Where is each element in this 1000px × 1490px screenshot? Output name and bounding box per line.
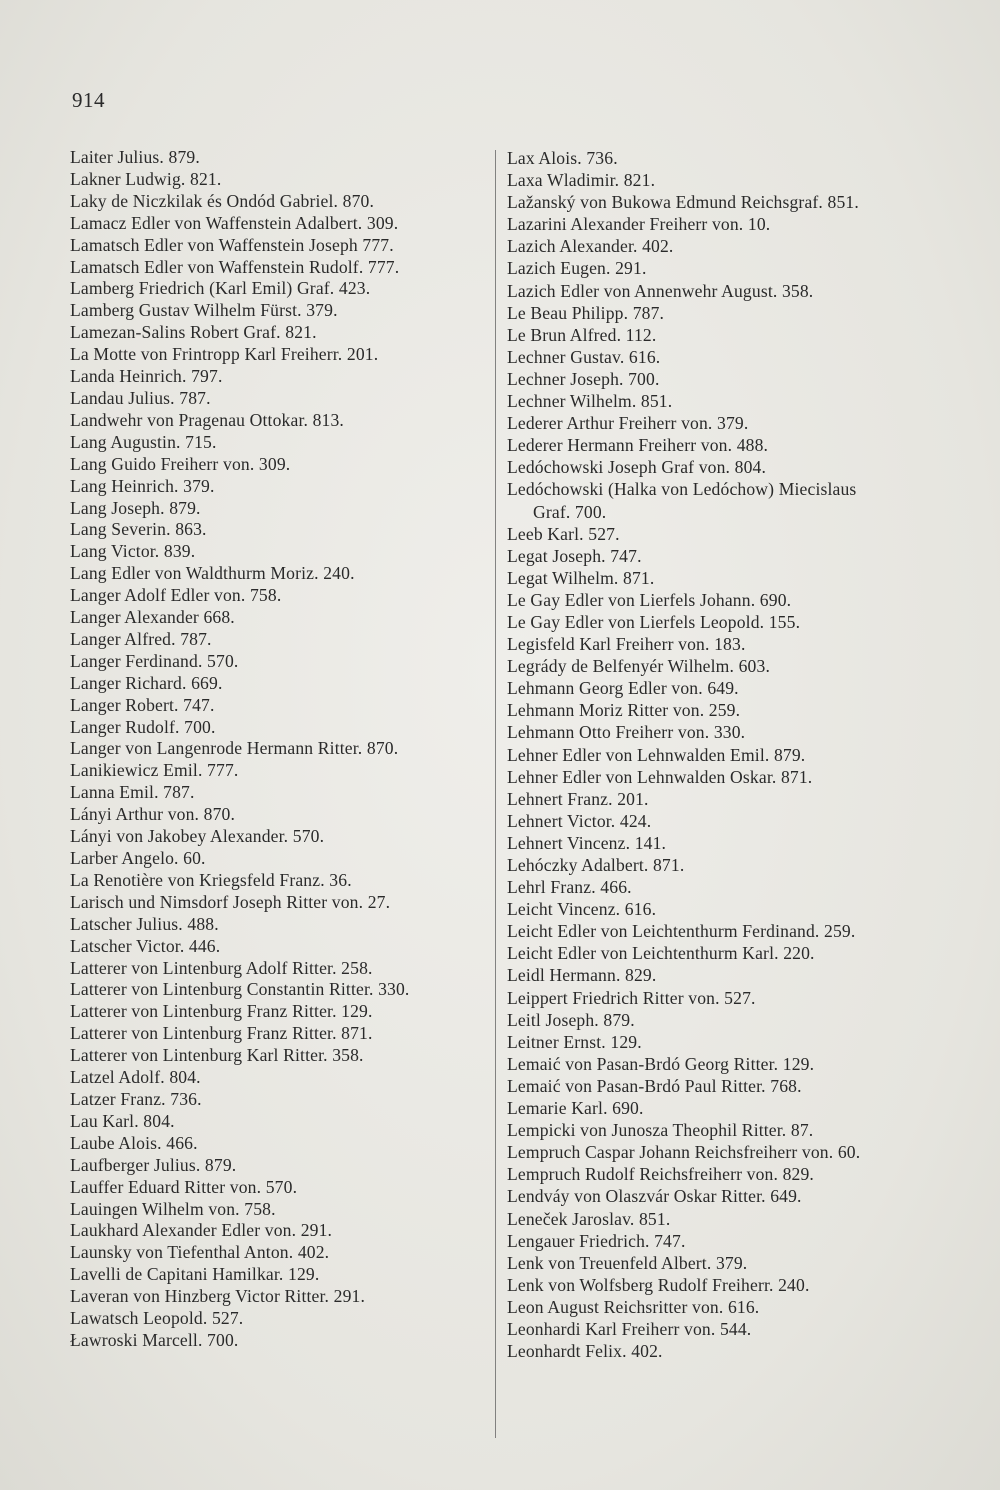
index-entry: Lehmann Moriz Ritter von. 259. — [507, 700, 741, 721]
index-entry: Lamatsch Edler von Waffenstein Joseph 777. — [70, 234, 394, 255]
index-entry: Lang Edler von Waldthurm Moriz. 240. — [70, 563, 355, 584]
index-entry: Lavelli de Capitani Hamilkar. 129. — [70, 1264, 320, 1285]
index-entry: Latscher Victor. 446. — [70, 935, 221, 956]
index-entry: Lechner Wilhelm. 851. — [507, 391, 673, 412]
index-entry: Latterer von Lintenburg Franz Ritter. 129. — [70, 1001, 373, 1022]
index-entry: Lempicki von Junosza Theophil Ritter. 87. — [507, 1120, 814, 1141]
index-entry: La Renotière von Kriegsfeld Franz. 36. — [70, 869, 352, 890]
index-entry: Lányi von Jakobey Alexander. 570. — [70, 826, 325, 847]
index-entry: Lengauer Friedrich. 747. — [507, 1230, 686, 1251]
column-divider — [495, 150, 496, 1438]
index-entry: Le Beau Philipp. 787. — [507, 302, 665, 323]
index-entry: Leon August Reichsritter von. 616. — [507, 1296, 760, 1317]
index-entry: Lang Guido Freiherr von. 309. — [70, 453, 291, 474]
index-entry: Leitner Ernst. 129. — [507, 1031, 642, 1052]
index-entry: Langer von Langenrode Hermann Ritter. 870. — [70, 738, 399, 759]
index-entry: Leonhardi Karl Freiherr von. 544. — [507, 1318, 752, 1339]
index-entry: Langer Adolf Edler von. 758. — [70, 585, 282, 606]
index-entry: Lányi Arthur von. 870. — [70, 804, 236, 825]
index-entry: Lanikiewicz Emil. 777. — [70, 760, 239, 781]
index-entry: Lehnert Franz. 201. — [507, 788, 649, 809]
index-entry: Lehmann Georg Edler von. 649. — [507, 678, 739, 699]
index-entry: Lazich Alexander. 402. — [507, 236, 674, 257]
index-entry: Ledóchowski Joseph Graf von. 804. — [507, 457, 767, 478]
index-entry: Lederer Arthur Freiherr von. 379. — [507, 413, 749, 434]
index-entry: Leeb Karl. 527. — [507, 523, 620, 544]
index-entry: Ławroski Marcell. 700. — [70, 1329, 239, 1350]
index-entry: Lamberg Gustav Wilhelm Fürst. 379. — [70, 300, 338, 321]
index-entry: Lendváy von Olaszvár Oskar Ritter. 649. — [507, 1186, 802, 1207]
index-entry: Latzer Franz. 736. — [70, 1088, 202, 1109]
index-entry: Larber Angelo. 60. — [70, 848, 206, 868]
index-entry: Lehóczky Adalbert. 871. — [507, 855, 685, 875]
index-entry: Lehner Edler von Lehnwalden Emil. 879. — [507, 744, 806, 765]
index-entry: Laveran von Hinzberg Victor Ritter. 291. — [70, 1286, 366, 1307]
index-entry: Lang Augustin. 715. — [70, 431, 217, 452]
index-entry: Le Gay Edler von Lierfels Johann. 690. — [507, 589, 792, 610]
index-entry: Lauingen Wilhelm von. 758. — [70, 1198, 276, 1219]
index-entry: Lempruch Rudolf Reichsfreiherr von. 829. — [507, 1164, 814, 1185]
index-entry: Lang Heinrich. 379. — [70, 475, 215, 496]
index-entry: Langer Alfred. 787. — [70, 628, 212, 649]
index-entry: Lechner Gustav. 616. — [507, 346, 661, 367]
index-entry: Legrády de Belfenyér Wilhelm. 603. — [507, 656, 771, 677]
index-entry: Leitl Joseph. 879. — [507, 1009, 635, 1030]
index-entry: Lenk von Treuenfeld Albert. 379. — [507, 1252, 748, 1273]
index-entry: Lažanský von Bukowa Edmund Reichsgraf. 851. — [507, 192, 859, 213]
index-entry: Ledóchowski (Halka von Ledóchow) Miecislaus — [507, 479, 857, 500]
index-entry: Latzel Adolf. 804. — [70, 1067, 201, 1088]
index-entry: Leicht Vincenz. 616. — [507, 899, 657, 920]
index-entry: Lemaić von Pasan-Brdó Georg Ritter. 129. — [507, 1053, 815, 1074]
index-entry: Landa Heinrich. 797. — [70, 366, 223, 387]
index-entry: Laukhard Alexander Edler von. 291. — [70, 1220, 333, 1241]
index-entry: La Motte von Frintropp Karl Freiherr. 201. — [70, 344, 379, 365]
index-entry: Langer Rudolf. 700. — [70, 716, 216, 737]
index-entry: Lamatsch Edler von Waffenstein Rudolf. 777. — [70, 256, 400, 277]
index-entry: Lempruch Caspar Johann Reichsfreiherr von. 60. — [507, 1142, 861, 1163]
index-entry: Lauffer Eduard Ritter von. 570. — [70, 1176, 298, 1197]
index-entry: Lamezan-Salins Robert Graf. 821. — [70, 322, 317, 343]
index-entry: Leicht Edler von Leichtenthurm Ferdinand. 259. — [507, 921, 856, 942]
index-entry: Lazich Eugen. 291. — [507, 258, 647, 279]
index-entry: Le Brun Alfred. 112. — [507, 324, 657, 345]
index-entry: Lechner Joseph. 700. — [507, 368, 660, 389]
index-entry: Legisfeld Karl Freiherr von. 183. — [507, 634, 746, 655]
index-entry: Leidl Hermann. 829. — [507, 965, 657, 986]
index-entry: Lazich Edler von Annenwehr August. 358. — [507, 280, 814, 301]
index-entry: Leicht Edler von Leichtenthurm Karl. 220. — [507, 943, 815, 964]
index-entry: Lang Joseph. 879. — [70, 497, 201, 518]
index-entry: Langer Ferdinand. 570. — [70, 650, 239, 671]
index-entry: Lehmann Otto Freiherr von. 330. — [507, 722, 746, 743]
index-entry: Lamacz Edler von Waffenstein Adalbert. 309. — [70, 212, 399, 233]
right-index-column — [507, 147, 952, 1362]
index-entry: Lawatsch Leopold. 527. — [70, 1308, 244, 1329]
left-index-column — [70, 147, 488, 1352]
index-entry: Laiter Julius. 879. — [70, 147, 200, 167]
index-entry: Langer Richard. 669. — [70, 672, 223, 693]
index-entry: Langer Alexander 668. — [70, 607, 235, 628]
index-entry: Landau Julius. 787. — [70, 387, 211, 408]
index-entry: Lazarini Alexander Freiherr von. 10. — [507, 214, 771, 235]
index-entry: Lemarie Karl. 690. — [507, 1098, 644, 1119]
index-entry: Lamberg Friedrich (Karl Emil) Graf. 423. — [70, 278, 371, 299]
page-number: 914 — [72, 88, 105, 112]
index-entry: Lederer Hermann Freiherr von. 488. — [507, 435, 769, 456]
index-entry: Lau Karl. 804. — [70, 1110, 175, 1131]
index-entry: Langer Robert. 747. — [70, 694, 215, 715]
index-entry: Latterer von Lintenburg Karl Ritter. 358. — [70, 1045, 364, 1066]
index-entry: Latterer von Lintenburg Adolf Ritter. 258. — [70, 957, 373, 978]
index-entry: Laufberger Julius. 879. — [70, 1154, 237, 1175]
index-entry: Laube Alois. 466. — [70, 1132, 198, 1153]
index-entry: Graf. 700. — [533, 501, 607, 522]
index-entry: Leippert Friedrich Ritter von. 527. — [507, 987, 756, 1008]
index-entry: Larisch und Nimsdorf Joseph Ritter von. 27. — [70, 891, 391, 912]
index-entry: Latscher Julius. 488. — [70, 913, 219, 934]
index-entry: Lehrl Franz. 466. — [507, 877, 632, 898]
index-entry: Lenk von Wolfsberg Rudolf Freiherr. 240. — [507, 1274, 810, 1295]
index-entry: Latterer von Lintenburg Constantin Ritter. 330. — [70, 979, 410, 1000]
index-entry: Laxa Wladimir. 821. — [507, 170, 656, 191]
index-entry: Le Gay Edler von Lierfels Leopold. 155. — [507, 611, 801, 632]
index-entry: Lang Victor. 839. — [70, 541, 196, 562]
index-entry: Latterer von Lintenburg Franz Ritter. 871. — [70, 1023, 373, 1044]
index-entry: Legat Joseph. 747. — [507, 545, 642, 566]
index-entry: Lax Alois. 736. — [507, 148, 618, 168]
index-entry: Lehnert Vincenz. 141. — [507, 832, 667, 853]
index-entry: Lang Severin. 863. — [70, 519, 207, 540]
index-entry: Lehnert Victor. 424. — [507, 810, 652, 831]
index-entry: Leneček Jaroslav. 851. — [507, 1208, 671, 1229]
index-entry: Legat Wilhelm. 871. — [507, 567, 655, 588]
index-entry: Lakner Ludwig. 821. — [70, 168, 222, 189]
index-entry: Lehner Edler von Lehnwalden Oskar. 871. — [507, 766, 813, 787]
index-entry: Landwehr von Pragenau Ottokar. 813. — [70, 409, 344, 430]
index-entry: Laky de Niczkilak és Ondód Gabriel. 870. — [70, 190, 375, 211]
index-entry: Launsky von Tiefenthal Anton. 402. — [70, 1242, 330, 1263]
index-entry: Lanna Emil. 787. — [70, 782, 195, 803]
index-entry: Lemaić von Pasan-Brdó Paul Ritter. 768. — [507, 1075, 802, 1096]
index-entry: Leonhardt Felix. 402. — [507, 1341, 663, 1362]
